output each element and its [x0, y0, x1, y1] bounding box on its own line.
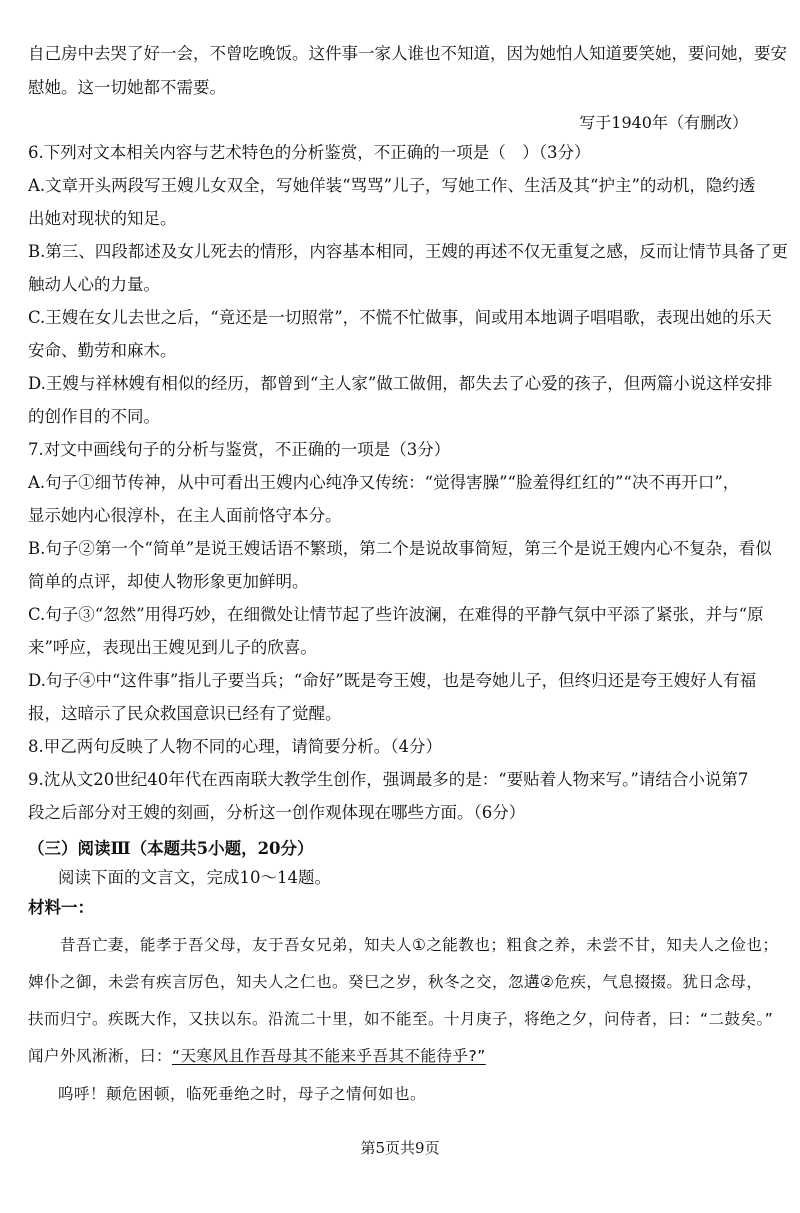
- option-line: 来”呼应，表现出王嫂见到儿子的欣喜。: [28, 638, 317, 657]
- section-instruction: 阅读下面的文言文，完成10～14题。: [58, 868, 331, 887]
- question-6: 6.下列对文本相关内容与艺术特色的分析鉴赏，不正确的一项是（ ）（3分）: [28, 143, 591, 162]
- option-line: A.句子①细节传神，从中可看出王嫂内心纯净又传统：“觉得害臊”“脸羞得红红的”“决不再开口”，: [28, 473, 740, 492]
- classical-line: 昔吾亡妻，能孝于吾父母，友于吾女兄弟，知夫人①之能教也；粗食之养，未尝不甘，知夫人之俭也；: [60, 936, 779, 954]
- question-8: 8.甲乙两句反映了人物不同的心理，请简要分析。（4分）: [28, 737, 442, 756]
- option-line: D.句子④中“这件事”指儿子要当兵；“命好”既是夸王嫂，也是夸她儿子，但终归还是夸王嫂好人有福: [28, 671, 757, 690]
- question-9: 9.沈从文20世纪40年代在西南联大教学生创作，强调最多的是：“要贴着人物来写。”请结合小说第7: [28, 770, 749, 789]
- option-line: 安命、勤劳和麻木。: [28, 341, 177, 360]
- page-number: 第5页共9页: [360, 1139, 440, 1157]
- option-line: B.句子②第一个“简单”是说王嫂话语不繁琐，第二个是说故事简短，第三个是说王嫂内心不复杂，看似: [28, 539, 772, 558]
- option-line: B.第三、四段都述及女儿死去的情形，内容基本相同，王嫂的再述不仅无重复之感，反而让情节具备了更: [28, 242, 788, 261]
- classical-line: [28, 1044, 780, 1068]
- text-line: 自己房中去哭了好一会，不曾吃晚饭。这件事一家人谁也不知道，因为她怕人知道要笑她，要问她，要安: [28, 44, 787, 63]
- option-line: C.句子③“忽然”用得巧妙，在细微处让情节起了些许波澜，在难得的平静气氛中平添了紧张，并与“原: [28, 605, 764, 624]
- question-7: 7.对文中画线句子的分析与鉴赏，不正确的一项是（3分）: [28, 440, 451, 459]
- question-9-cont: 段之后部分对王嫂的刻画，分析这一创作观体现在哪些方面。（6分）: [28, 803, 526, 822]
- author-signature: 写于1940年（有删改）: [579, 113, 748, 132]
- option-line: 触动人心的力量。: [28, 275, 160, 294]
- text-line: 慰她。这一切她都不需要。: [28, 78, 226, 97]
- section-header: （三）阅读Ⅲ（本题共5小题，20分）: [28, 839, 314, 858]
- option-line: C.王嫂在女儿去世之后，“竟还是一切照常”，不慌不忙做事，间或用本地调子唱唱歌，表现出她的乐天: [28, 308, 772, 327]
- option-line: D.王嫂与祥林嫂有相似的经历，都曾到“主人家”做工做佣，都失去了心爱的孩子，但两篇小说这样安排: [28, 374, 773, 393]
- classical-line: 婢仆之御，未尝有疾言厉色，知夫人之仁也。癸巳之岁，秋冬之交，忽遘②危疾，气息掇掇。犹日念母，: [28, 973, 763, 991]
- classical-line: 扶而归宁。疾既大作，又扶以东。沿流二十里，如不能至。十月庚子，将绝之夕，问侍者，曰：“二鼓矣。”: [28, 1010, 774, 1028]
- underlined-sentence: “天寒风且作吾母其不能来乎吾其不能待乎?”: [172, 1047, 486, 1065]
- option-line: A.文章开头两段写王嫂儿女双全，写她佯装“骂骂”儿子，写她工作、生活及其“护主”的动机，隐约透: [28, 176, 756, 195]
- classical-prefix: 闻户外风淅淅，曰：: [28, 1047, 173, 1065]
- option-line: 报，这暗示了民众救国意识已经有了觉醒。: [28, 704, 342, 723]
- option-line: 的创作目的不同。: [28, 407, 160, 426]
- option-line: 简单的点评，却使人物形象更加鲜明。: [28, 572, 309, 591]
- option-line: 显示她内心很淳朴，在主人面前恪守本分。: [28, 506, 342, 525]
- option-line: 出她对现状的知足。: [28, 209, 177, 228]
- material-label: 材料一：: [28, 898, 94, 917]
- classical-closing: 呜呼！颠危困顿，临死垂绝之时，母子之情何如也。: [58, 1085, 427, 1103]
